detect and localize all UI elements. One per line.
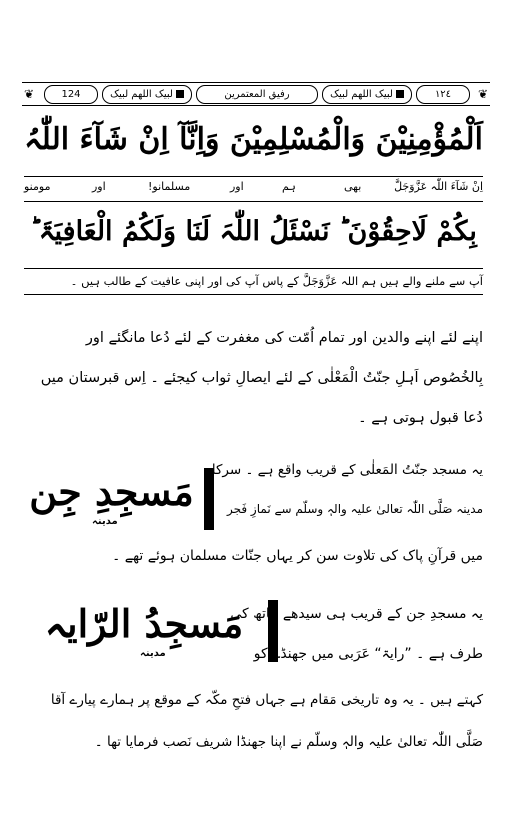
page-header: [22, 82, 490, 106]
mosque-line: طرف ہے ۔ ”رایۃ“ عَرَبی میں جھنڈے کو: [253, 646, 483, 662]
flourish-left-icon: ❦: [24, 87, 35, 101]
flourish-right-icon: ❦: [477, 87, 488, 101]
labbaik-left-text: لبیک اللھم لبیک: [110, 89, 173, 100]
paragraph-line: دُعا قبول ہوتی ہے ۔: [358, 410, 483, 426]
mosque-title-rayah: مَسجِدُ الرّایہ: [44, 601, 244, 646]
gloss-word: ہم: [282, 180, 296, 193]
kaaba-icon: [396, 90, 404, 98]
gloss-word: اور: [92, 180, 106, 193]
word-gloss: [24, 176, 483, 202]
gloss-word: مومنو: [24, 180, 51, 193]
header-bottom-rule: [22, 105, 490, 106]
labbaik-right-text: لبیک اللھم لبیک: [330, 89, 393, 100]
page-number: 124: [61, 89, 81, 100]
gloss-word: اِنْ شَآءَ اللّٰہ عَزَّوَجَلَّ: [394, 180, 483, 193]
divider: [24, 268, 483, 269]
labbaik-left: [102, 85, 192, 104]
mosque-line: یہ مسجدِ جن کے قریب ہی سیدھے ہاتھ کی: [230, 606, 483, 622]
book-title-box: [196, 85, 318, 104]
gloss-word: اور: [230, 180, 244, 193]
gloss-word: بھی: [344, 180, 362, 193]
mosque-line: کہتے ہیں ۔ یہ وہ تاریخی مَقام ہے جہاں فتحِ مکّہ کے موقع پر ہمارے پیارے آقا: [50, 692, 483, 708]
book-title: رفیق المعتمرین: [224, 89, 290, 100]
paragraph-line: بِالخُصُوص اَہلِ جنّتُ الْمَعْلٰی کے لئے ایصالِ ثواب کیجئے ۔ اِس قبرستان میں: [40, 370, 483, 386]
page-urdu-box: [416, 85, 470, 104]
page-number-box: [44, 85, 98, 104]
paragraph-line: اپنے لئے اپنے والدین اور تمام اُمّت کی مغفرت کے لئے دُعا مانگئے اور: [85, 330, 483, 346]
header-top-rule: [22, 82, 490, 83]
mosque-line: میں قرآنِ پاک کی تلاوت سن کر یہاں جنّات مسلمان ہوئے تھے ۔: [112, 548, 483, 564]
mosque-title-jinn: مَسجِدِ جِن: [29, 469, 194, 514]
labbaik-right: [322, 85, 412, 104]
verse-line-1: اَلْمُؤْمِنِیْنَ وَالْمُسْلِمِیْنَ وَاِنَّآ اِنْ شَآءَ اللّٰہُ: [24, 122, 483, 157]
page-number-urdu: ۱۲٤: [434, 89, 452, 100]
divider: [24, 294, 483, 295]
mosque-subtitle: مدینہ: [92, 516, 118, 527]
verse-translation: آپ سے ملنے والے ہیں ہم اللہ عَزَّوَجَلَّ کے پاس آپ کی اور اپنی عافیت کے طالب ہیں ۔: [70, 274, 483, 288]
gloss-word: مسلمانو!: [148, 180, 191, 193]
mosque-line: یہ مسجد جنّتُ المَعلٰی کے قریب واقع ہے ۔ سرکارِ: [205, 462, 483, 478]
mosque-subtitle: مدینہ: [140, 648, 166, 659]
verse-line-2: بِکُمْ لَاحِقُوْنَ ؕ نَسْئَلُ اللّٰہَ لَنَا وَلَکُمُ الْعَافِیَۃَ ؕ: [30, 216, 477, 247]
kaaba-icon: [176, 90, 184, 98]
mosque-line: مدینہ صَلَّی اللّٰہ تعالیٰ علیہ والہٖ وسلّم سے نَمازِ فَجر: [227, 502, 483, 516]
mosque-line: صَلَّی اللّٰہ تعالیٰ علیہ والہٖ وسلّم نے اپنا جھنڈا شریف نَصب فرمایا تھا ۔: [94, 734, 483, 750]
